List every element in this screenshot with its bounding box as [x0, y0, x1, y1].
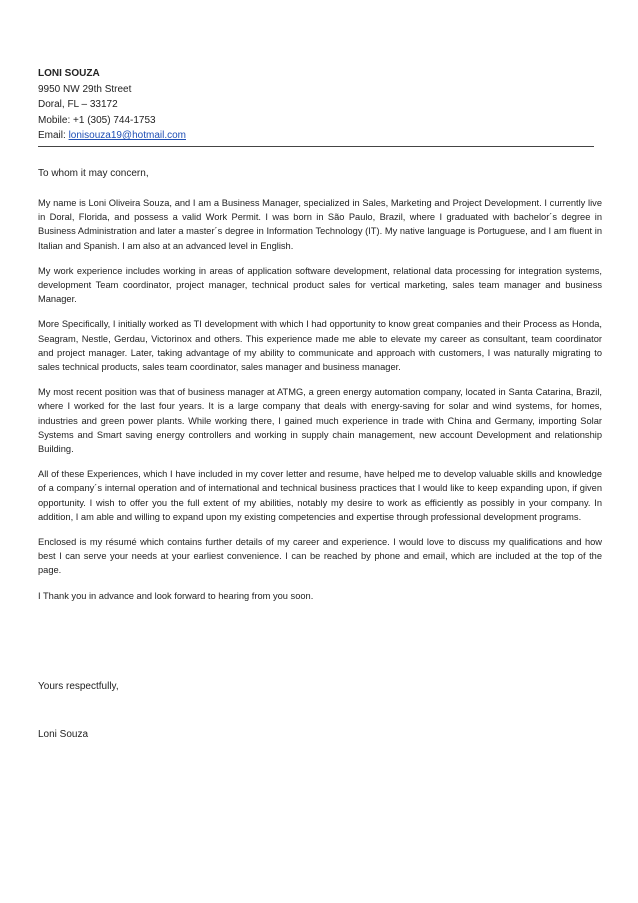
header-divider: [38, 146, 594, 147]
email-label: Email:: [38, 130, 69, 142]
closing-phrase: Yours respectfully,: [38, 681, 119, 692]
email-link[interactable]: lonisouza19@hotmail.com: [68, 130, 186, 142]
cover-letter-page: [38, 66, 604, 740]
signature-name: Loni Souza: [38, 729, 89, 740]
paragraph-recent-position: My most recent position was that of business manager at ATMG, a green energy automation company, located in Santa Catarina, Brazil, where I worked for the last four years. It is a large company that deals with energy-saving for solar and wind systems, for homes, industries and green power plants. While working there, I gained much experience in trade with China and Germany, importing Solar Systems and Smart saving energy controllers and working in supply chain management, new account Development and relationship Building.: [38, 387, 602, 455]
sender-email-line: [38, 128, 604, 144]
paragraph-skills: All of these Experiences, which I have included in my cover letter and resume, have helped me to develop valuable skills and knowledge of a company´s internal operation and of international and technical business practices that I would like to keep expanding upon, if given opportunity. I wish to offer you the full extent of my abilities, notably my desire to work as efficiently as possibly in your company. In addition, I am able and willing to expand upon my existing competencies and expertise through professional development programs.: [38, 469, 602, 522]
greeting: To whom it may concern,: [38, 167, 149, 179]
sender-mobile: Mobile: +1 (305) 744-1753: [38, 114, 156, 126]
paragraph-thanks: I Thank you in advance and look forward to hearing from you soon.: [38, 590, 314, 601]
sender-name: LONI SOUZA: [38, 68, 100, 79]
paragraph-intro: My name is Loni Oliveira Souza, and I am a Business Manager, specialized in Sales, Marketing and Project Development. I currently live in Doral, Florida, and possess a valid Work Permit. I was born in São Paulo, Brazil, where I graduated with bachelor´s degree in Business Administration and later a master´s degree in Information Technology (IT). My native language is Portuguese, and I am fluent in Italian and Spanish. I am also at an advanced level in English.: [38, 197, 602, 251]
sender-street: 9950 NW 29th Street: [38, 83, 132, 95]
paragraph-specifics: More Specifically, I initially worked as TI development with which I had opportunity to know great companies and their Process as Honda, Seagram, Nestle, Gerdau, Victorinox and others. This experience made me able to elevate my career as consultant, team coordinator and project manager. Later, taking advantage of my ability to communicate and approach with customers, I was naturally migrating to sales technical products, sales team coordinator, sales manager and business manager.: [38, 319, 602, 372]
sender-city: Doral, FL – 33172: [38, 99, 118, 111]
paragraph-enclosed: Enclosed is my résumé which contains further details of my career and experience. I would love to discuss my qualifications and how best I can serve your needs at your earliest convenience. I can be reached by phone and email, which are included at the top of the page.: [38, 537, 602, 576]
paragraph-experience: My work experience includes working in areas of application software development, relational data processing for integration systems, development Team coordinator, project manager, technical product sales for vertical marketing, sales team manager and business Manager.: [38, 265, 602, 305]
